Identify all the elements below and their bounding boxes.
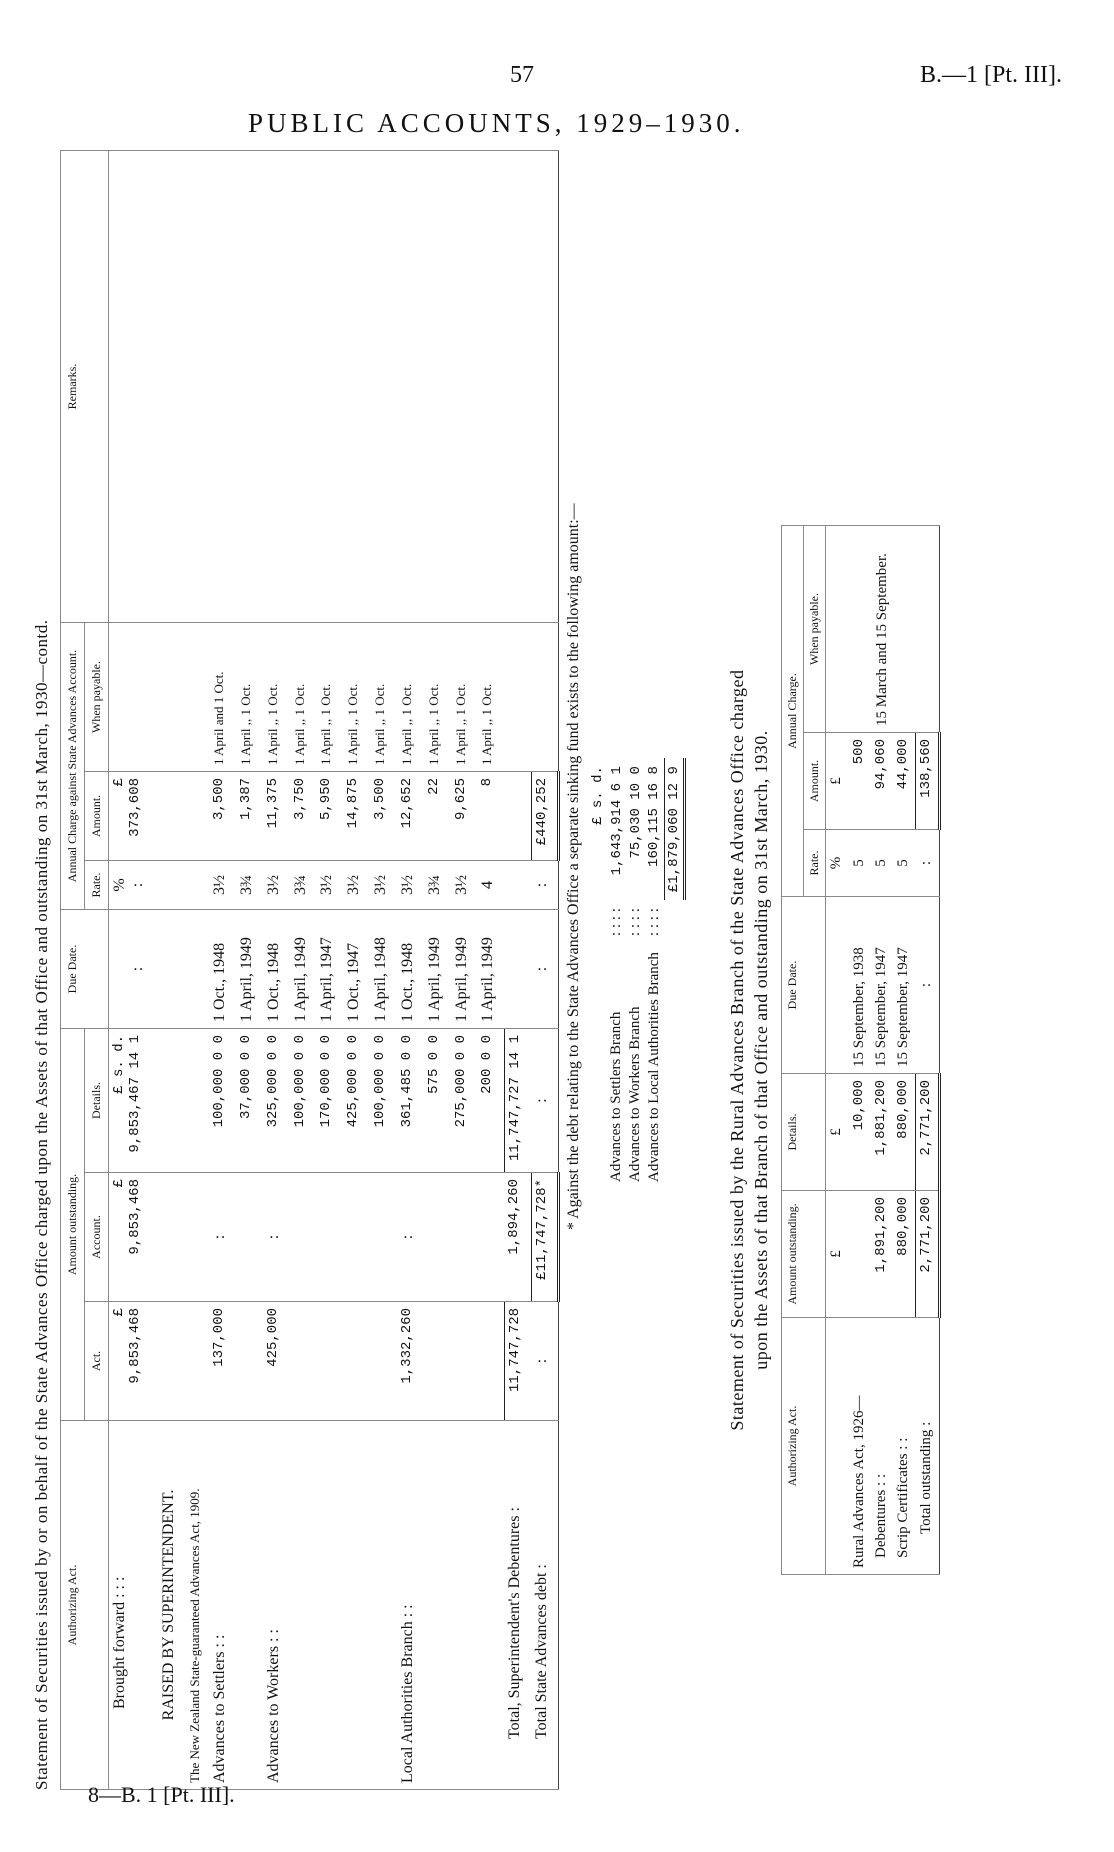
scrip-label: Scrip Certificates	[895, 1453, 912, 1558]
document-reference: B.—1 [Pt. III].	[920, 62, 1062, 88]
amount-2: 11,375	[263, 772, 290, 861]
total-sup-details: 11,747,727 14 1	[504, 1029, 531, 1173]
detail-1: 37,000 0 0	[236, 1029, 263, 1173]
bf-amount: 373,608	[127, 778, 143, 837]
rate-8: 3¾	[424, 861, 451, 910]
leader-dots: : : : :	[608, 908, 624, 937]
amount-9: 9,625	[451, 772, 478, 861]
bf-details: 9,853,467 14 1	[127, 1035, 143, 1153]
leader-dots: : :	[872, 1473, 889, 1486]
when-3: 1 April ,, 1 Oct.	[290, 623, 317, 772]
total-details: :	[531, 1029, 558, 1173]
detail-6: 100,000 0 0	[370, 1029, 397, 1173]
leader-dots: :	[533, 1564, 551, 1569]
leader-dots: : :	[895, 1437, 912, 1450]
rural-col-rate: Rate.	[804, 830, 826, 897]
workers-act: 425,000	[263, 1302, 290, 1421]
settlers-act: 137,000	[209, 1302, 236, 1421]
total-label: Total State Advances debt	[533, 1572, 551, 1739]
sf-value-0: 1,643,914 6 1	[608, 766, 625, 876]
rural-rate-2: 5	[893, 830, 915, 897]
rate-2: 3½	[263, 861, 290, 910]
total-due: :	[531, 910, 558, 1029]
amount-8: 22	[424, 772, 451, 861]
col-due-date: Due Date.	[61, 910, 109, 1029]
rural-due-0: 15 September, 1938	[849, 897, 871, 1074]
sf-value-2: 160,115 16 8	[646, 766, 663, 867]
detail-5: 425,000 0 0	[343, 1029, 370, 1173]
local-account: :	[397, 1173, 424, 1302]
rural-caption-line1: Statement of Securities issued by the Rural Advances Branch of the State Advances Office charged	[727, 669, 747, 1431]
rural-col-amount-outstanding: Amount outstanding.	[782, 1191, 826, 1318]
state-advances-statement	[32, 150, 560, 1790]
total-rate: :	[531, 861, 558, 910]
detail-0: 100,000 0 0	[209, 1029, 236, 1173]
rural-total-charge: 138,560	[916, 733, 940, 830]
debentures-label: Debentures	[872, 1489, 889, 1558]
amount-1: 1,387	[236, 772, 263, 861]
local-act: 1,332,260	[397, 1302, 424, 1421]
sinking-fund-units: £ s. d.	[590, 766, 606, 825]
col-remarks: Remarks.	[61, 151, 109, 623]
amount-5: 14,875	[343, 772, 370, 861]
total-sup-account: 1,894,260	[504, 1173, 531, 1302]
col-when-payable: When payable.	[85, 623, 109, 772]
due-5: 1 Oct., 1947	[343, 910, 370, 1029]
sinking-fund-total: £1,879,060 12 9	[664, 758, 684, 900]
amount-3: 3,750	[290, 772, 317, 861]
workers-row	[263, 151, 290, 1790]
bf-due: :	[129, 966, 146, 972]
unit-percent: %	[826, 830, 849, 897]
detail-9: 275,000 0 0	[451, 1029, 478, 1173]
scrip-amount: 880,000	[893, 1191, 915, 1318]
amount-4: 5,950	[316, 772, 343, 861]
detail-8: 575 0 0	[424, 1029, 451, 1173]
rate-4: 3½	[316, 861, 343, 910]
col-annual-charge: Annual Charge against State Advances Account.	[61, 623, 85, 910]
workers-account: :	[263, 1173, 290, 1302]
rural-col-annual-charge: Annual Charge.	[782, 526, 804, 897]
leader-dots: :	[506, 1507, 524, 1512]
due-10: 1 April, 1949	[477, 910, 504, 1029]
rural-col-details: Details.	[782, 1074, 826, 1191]
rate-6: 3½	[370, 861, 397, 910]
unit-pound: £	[826, 1074, 849, 1191]
rate-5: 3½	[343, 861, 370, 910]
rural-due-2: 15 September, 1947	[893, 897, 915, 1074]
total-superintendent-row	[504, 151, 531, 1790]
rural-rate-1: 5	[871, 830, 893, 897]
rural-amount-1: 94,060	[871, 733, 893, 830]
due-6: 1 April, 1948	[370, 910, 397, 1029]
detail-2: 325,000 0 0	[263, 1029, 290, 1173]
unit-pound: £	[111, 1308, 127, 1317]
due-2: 1 Oct., 1948	[263, 910, 290, 1029]
detail-4: 170,000 0 0	[316, 1029, 343, 1173]
total-act: :	[531, 1302, 558, 1421]
col-authorizing-act: Authorizing Act.	[61, 1421, 109, 1790]
when-4: 1 April ,, 1 Oct.	[316, 623, 343, 772]
workers-label: Advances to Workers	[264, 1645, 282, 1783]
bf-rate: :	[129, 882, 146, 888]
page-header: PUBLIC ACCOUNTS, 1929–1930.	[248, 108, 745, 138]
sinking-fund-row	[607, 758, 626, 1190]
total-state-advances-row	[531, 151, 558, 1790]
when-5: 1 April ,, 1 Oct.	[343, 623, 370, 772]
rate-9: 3½	[451, 861, 478, 910]
footnote-text: * Against the debt relating to the State Advances Office a separate sinking fund exists to the following amount:—	[565, 503, 582, 1230]
bf-account: 9,853,468	[127, 1179, 143, 1255]
amount-7: 12,652	[397, 772, 424, 861]
detail-10: 200 0 0	[477, 1029, 504, 1173]
settlers-row	[209, 151, 236, 1790]
unit-pound: £	[826, 733, 849, 830]
leader-dots: : : :	[111, 1576, 128, 1598]
rural-act-title: Rural Advances Act, 1926—	[849, 1318, 871, 1575]
leader-dots: : :	[211, 1634, 229, 1648]
col-details: Details.	[85, 1029, 109, 1173]
leader-dots: : :	[398, 1604, 416, 1618]
rural-total-row	[916, 526, 940, 1575]
raised-by-heading: RAISED BY SUPERINTENDENT.	[158, 1421, 185, 1790]
sf-label-1: Advances to Workers Branch	[627, 1006, 643, 1182]
sinking-fund-table	[589, 758, 686, 1190]
due-9: 1 April, 1949	[451, 910, 478, 1029]
nz-act-title: The New Zealand State-guaranteed Advances Act, 1909.	[185, 1421, 209, 1790]
detail-3: 100,000 0 0	[290, 1029, 317, 1173]
when-1: 1 April ,, 1 Oct.	[236, 623, 263, 772]
when-2: 1 April ,, 1 Oct.	[263, 623, 290, 772]
rate-0: 3½	[209, 861, 236, 910]
leader-dots: : : : :	[646, 908, 662, 937]
amount-10: 8	[477, 772, 504, 861]
total-account: £11,747,728*	[531, 1173, 558, 1302]
due-1: 1 April, 1949	[236, 910, 263, 1029]
rate-10: 4	[477, 861, 504, 910]
amount-6: 3,500	[370, 772, 397, 861]
rural-due-1: 15 September, 1947	[871, 897, 893, 1074]
col-amount: Amount.	[85, 772, 109, 861]
rural-caption-line2: upon the Assets of that Branch of that Office and outstanding on 31st March, 1930.	[751, 730, 771, 1370]
sf-label-0: Advances to Settlers Branch	[608, 1011, 624, 1182]
rural-detail-1: 1,881,200	[871, 1074, 893, 1191]
col-act: Act.	[85, 1302, 109, 1421]
due-0: 1 Oct., 1948	[209, 910, 236, 1029]
col-amount-outstanding: Amount outstanding.	[61, 1029, 85, 1421]
unit-pound: £	[826, 1191, 849, 1318]
unit-sd: s. d.	[111, 1035, 127, 1078]
rural-col-amount: Amount.	[804, 733, 826, 830]
rural-col-due-date: Due Date.	[782, 897, 826, 1074]
unit-pound: £	[111, 1179, 127, 1188]
leader-dots: : :	[264, 1629, 282, 1642]
settlers-label: Advances to Settlers	[211, 1651, 229, 1783]
local-label: Local Authorities Branch	[398, 1621, 416, 1783]
when-6: 1 April ,, 1 Oct.	[370, 623, 397, 772]
rural-total-due: :	[916, 897, 940, 1074]
statement-caption: Statement of Securities issued by or on behalf of the State Advances Office charged upon the Assets of that Office and outstanding on 31st March, 1930—contd.	[32, 619, 51, 1790]
brought-forward-row	[109, 151, 158, 1790]
due-3: 1 April, 1949	[290, 910, 317, 1029]
unit-percent: %	[111, 878, 128, 892]
sinking-fund-row	[626, 758, 645, 1190]
page-number: 57	[510, 62, 534, 88]
sinking-fund-row	[645, 758, 664, 1190]
total-sup-act: 11,747,728	[504, 1302, 531, 1421]
sf-label-2: Advances to Local Authorities Branch	[646, 952, 662, 1182]
rural-total-rate: :	[916, 830, 940, 897]
rural-col-when-payable: When payable.	[804, 526, 826, 733]
unit-pound: £	[111, 1085, 127, 1094]
rural-detail-0: 10,000	[849, 1074, 871, 1191]
when-10: 1 April ,, 1 Oct.	[477, 623, 504, 772]
col-account: Account.	[85, 1173, 109, 1302]
rate-1: 3¾	[236, 861, 263, 910]
rural-amount-2: 44,000	[893, 733, 915, 830]
rate-3: 3¾	[290, 861, 317, 910]
rural-total-label: Total outstanding	[917, 1429, 934, 1534]
detail-7: 361,485 0 0	[397, 1029, 424, 1173]
settlers-account: :	[209, 1173, 236, 1302]
rural-total-amount: 2,771,200	[916, 1191, 940, 1318]
debentures-amount: 1,891,200	[871, 1191, 893, 1318]
local-row	[397, 151, 424, 1790]
due-8: 1 April, 1949	[424, 910, 451, 1029]
when-7: 1 April ,, 1 Oct.	[397, 623, 424, 772]
col-rate: Rate.	[85, 861, 109, 910]
unit-pound: £	[111, 778, 127, 787]
due-4: 1 April, 1947	[316, 910, 343, 1029]
leader-dots: :	[917, 1421, 934, 1426]
when-8: 1 April ,, 1 Oct.	[424, 623, 451, 772]
rural-when-payable: 15 March and 15 September.	[849, 526, 916, 733]
page-footer: 8—B. 1 [Pt. III].	[88, 1782, 235, 1807]
rural-advances-statement	[725, 525, 975, 1575]
rural-rate-0: 5	[849, 830, 871, 897]
total-amount: £440,252	[531, 772, 558, 861]
rural-amount-0: 500	[849, 733, 871, 830]
state-advances-table	[60, 150, 560, 1790]
due-7: 1 Oct., 1948	[397, 910, 424, 1029]
sf-value-1: 75,030 10 0	[627, 766, 644, 859]
amount-0: 3,500	[209, 772, 236, 861]
when-0: 1 April and 1 Oct.	[209, 623, 236, 772]
rural-col-authorizing-act: Authorizing Act.	[782, 1318, 826, 1575]
leader-dots: : : : :	[627, 908, 643, 937]
rural-advances-table	[781, 525, 941, 1575]
rural-total-details: 2,771,200	[916, 1074, 940, 1191]
when-9: 1 April ,, 1 Oct.	[451, 623, 478, 772]
brought-forward-label: Brought forward	[111, 1601, 128, 1709]
rural-detail-2: 880,000	[893, 1074, 915, 1191]
bf-act: 9,853,468	[127, 1308, 143, 1384]
rate-7: 3½	[397, 861, 424, 910]
total-sup-label: Total, Superintendent's Debentures	[506, 1515, 524, 1739]
